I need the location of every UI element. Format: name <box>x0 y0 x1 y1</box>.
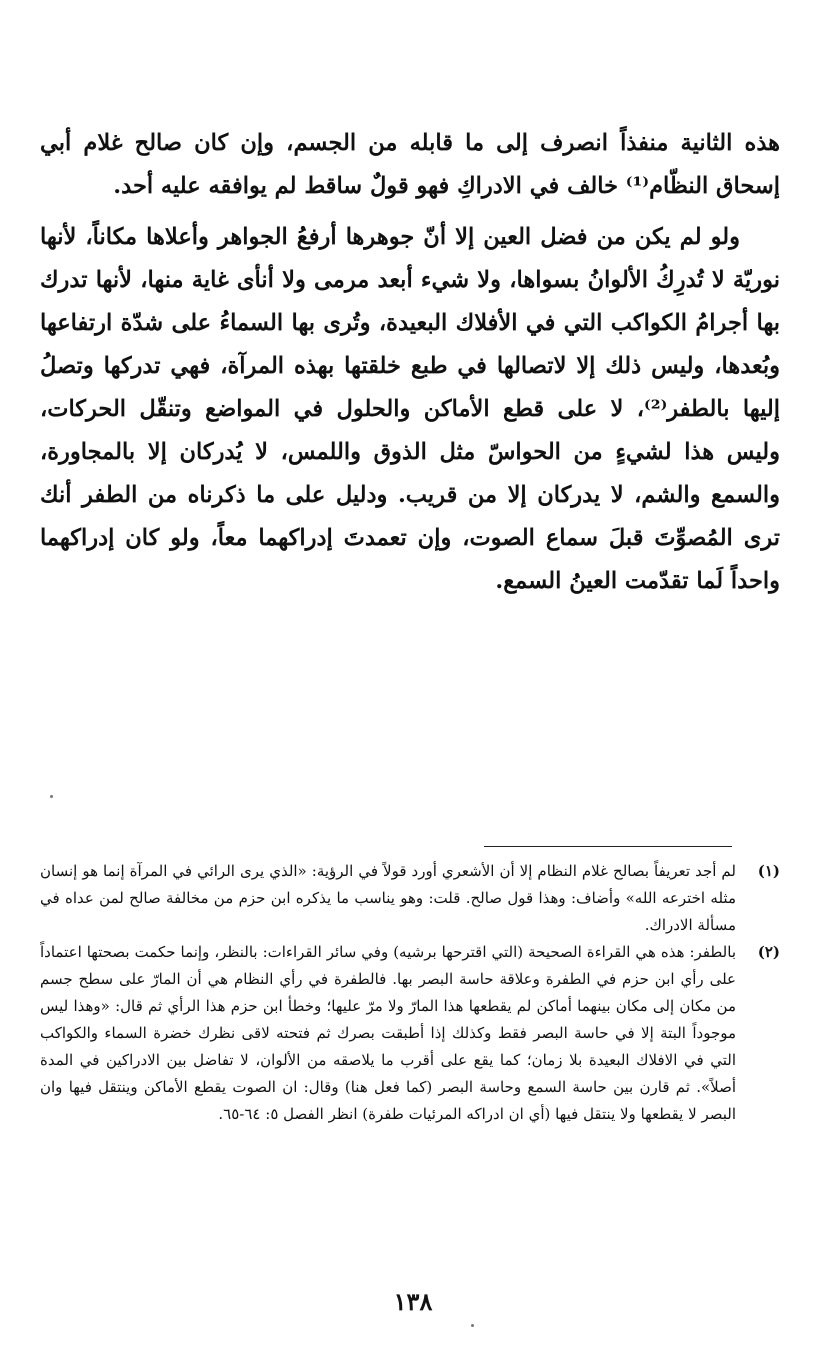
main-text-body <box>40 122 780 603</box>
paragraph-2: ولو لم يكن من فضل العين إلا أنّ جوهرها أرفعُ الجواهر وأعلاها مكاناً، لأنها نوريّة لا تُدرِكُ الألوانُ بسواها، ولا شيء أبعد مرمى ولا أنأى غاية منها، لأنها تدرك بها أجرامُ الكواكب التي في الأفلاك البعيدة، وتُرى بها السماءُ على شدّة ارتفاعها وبُعدها، وليس ذلك إلا لاتصالها في طبع خلقتها بهذه المرآة، فهي تدركها وتصلُ إليها بالطفر⁽²⁾، لا على قطع الأماكن والحلول في المواضع وتنقّل الحركات، وليس هذا لشيءٍ من الحواسّ مثل الذوق واللمس، لا يُدركان إلا بالمجاورة، والسمع والشم، لا يدركان إلا من قريب. ودليل على ما ذكرناه من الطفر أنك ترى المُصوِّتَ قبلَ سماع الصوت، وإن تعمدتَ إدراكهما معاً، ولو كان إدراكهما واحداً لَما تقدّمت العينُ السمع. <box>40 224 780 594</box>
footnote-number: (١) <box>757 862 780 880</box>
footnote-text: بالطفر: هذه هي القراءة الصحيحة (التي اقترحها برشيه) وفي سائر القراءات: بالنظر، وإنما حكمت بصحتها اعتماداً على رأي ابن حزم في الطفرة وعلاقة حاسة البصر بها. فالطفرة في رأي النظام هي أن المارّ على سطح جسم من مكان إلى مكان بينهما أماكن لم يقطعها هذا المارّ ولا مرّ عليها؛ وخطأ ابن حزم هذا الرأي ثم قال: «وهذا ليس موجوداً البتة إلا في حاسة البصر فقط وكذلك إذا أطبقت بصرك ثم فتحته لاقى نظرك خضرة السماء والكواكب التي في الافلاك البعيدة بلا زمان؛ كما يقع على أقرب ما يلاصقه من الألوان، لا تفاضل بين الادراكين في المدة أصلاً». ثم قارن بين حاسة السمع وحاسة البصر (كما فعل هنا) وقال: ان الصوت يقطع الأماكن وينتقل فيها وان البصر لا يقطعها ولا ينتقل فيها (أي ان ادراكه المرئيات طفرة) انظر الفصل ٥: ٦٤-٦٥. <box>40 943 736 1123</box>
footnote-separator <box>484 846 732 847</box>
footnote-text: لم أجد تعريفاً بصالح غلام النظام إلا أن الأشعري أورد قولاً في الرؤية: «الذي يرى الرائي في المرآة إنما هو إنسان مثله اخترعه الله» وأضاف: وهذا قول صالح. قلت: وهو يناسب ما يذكره ابن حزم من مخالفة صالح لمن عداه في مسألة الادراك. <box>40 862 736 934</box>
footnotes-section <box>40 858 780 1128</box>
scan-speck <box>50 795 53 798</box>
footnote-1 <box>40 858 780 939</box>
paragraph-1: هذه الثانية منفذاً انصرف إلى ما قابله من الجسم، وإن كان صالح غلام أبي إسحاق النظّام⁽¹⁾ خالف في الادراكِ فهو قولٌ ساقط لم يوافقه عليه أحد. <box>40 130 780 199</box>
page-number: ١٣٨ <box>393 1287 433 1316</box>
footnote-2 <box>40 939 780 1128</box>
scan-speck <box>471 1324 474 1327</box>
footnote-number: (٢) <box>757 943 780 961</box>
